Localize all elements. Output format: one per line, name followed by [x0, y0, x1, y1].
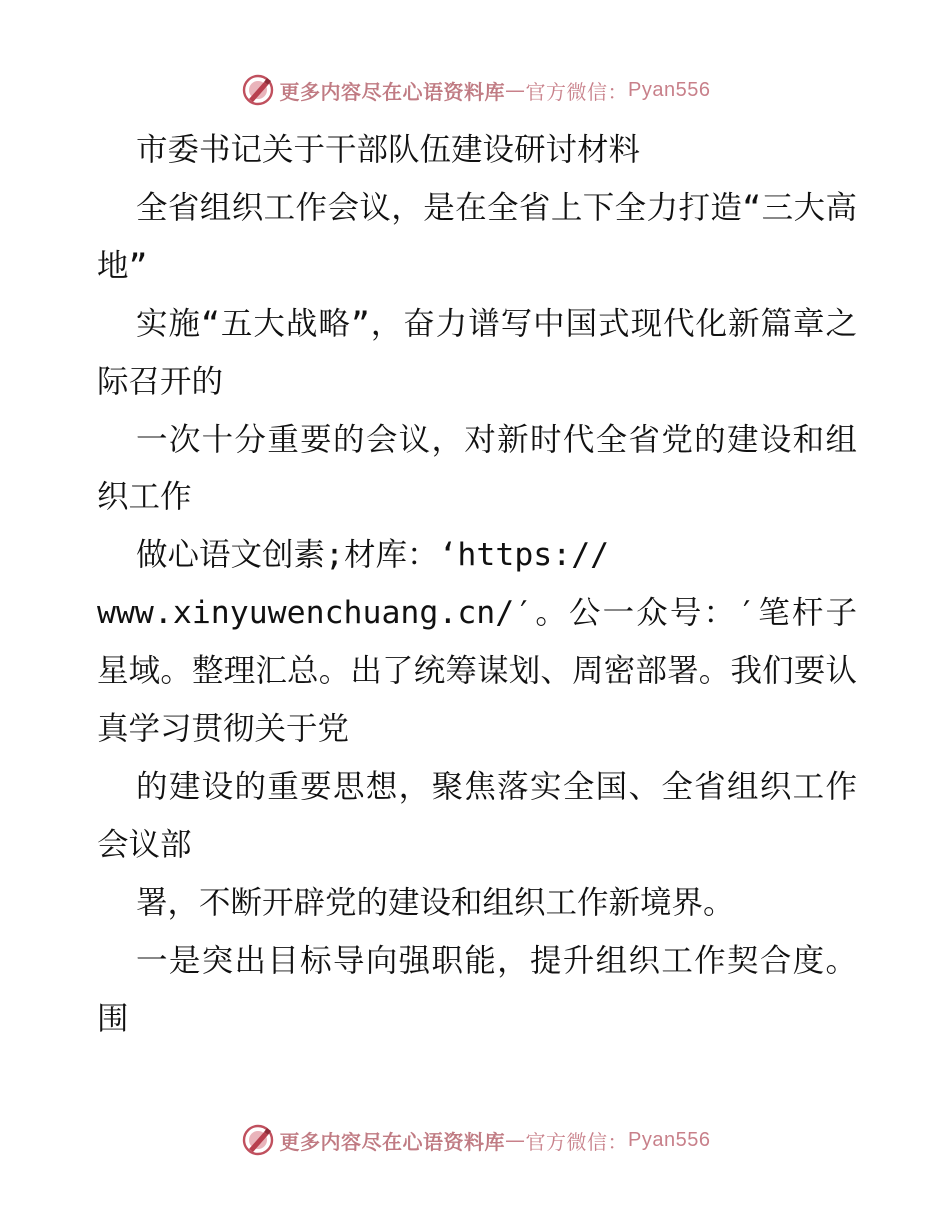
banner-wechat-id: Pyan556 [628, 78, 711, 101]
document-title: 市委书记关于干部队伍建设研讨材料 [136, 132, 641, 168]
banner-wechat-id: Pyan556 [628, 1128, 711, 1151]
paragraph: 做心语文创素;材库：‘https:// [136, 537, 610, 574]
banner-separator: — [505, 78, 526, 102]
pen-circle-logo-icon [240, 1122, 276, 1158]
banner-site-text: 更多内容尽在心语资料库 [279, 79, 506, 104]
paragraph: 实施“五大战略”，奋力谱写中国式现代化新篇章之际召开的 [97, 305, 857, 400]
paragraph: www.xinyuwenchuang.cn/′。公一众号：′笔杆子星域。整理汇总。出了统筹谋划、周密部署。我们要认真学习贯彻关于党 [97, 595, 857, 748]
paragraph: 一次十分重要的会议，对新时代全省党的建设和组织工作 [97, 421, 857, 516]
banner-wechat-label: 官方微信： [525, 1129, 629, 1154]
document-body [97, 122, 857, 1049]
paragraph: 的建设的重要思想，聚焦落实全国、全省组织工作会议部 [97, 768, 857, 863]
header-banner[interactable] [0, 70, 950, 110]
pen-circle-logo-icon [240, 72, 276, 108]
paragraph: 全省组织工作会议，是在全省上下全力打造“三大高地” [97, 189, 857, 284]
paragraph: 一是突出目标导向强职能，提升组织工作契合度。围 [97, 942, 857, 1037]
footer-banner[interactable] [0, 1120, 950, 1160]
banner-site-text: 更多内容尽在心语资料库 [279, 1129, 506, 1154]
banner-wechat-label: 官方微信： [525, 79, 629, 104]
paragraph: 署，不断开辟党的建设和组织工作新境界。 [136, 884, 735, 921]
banner-separator: — [505, 1128, 526, 1152]
